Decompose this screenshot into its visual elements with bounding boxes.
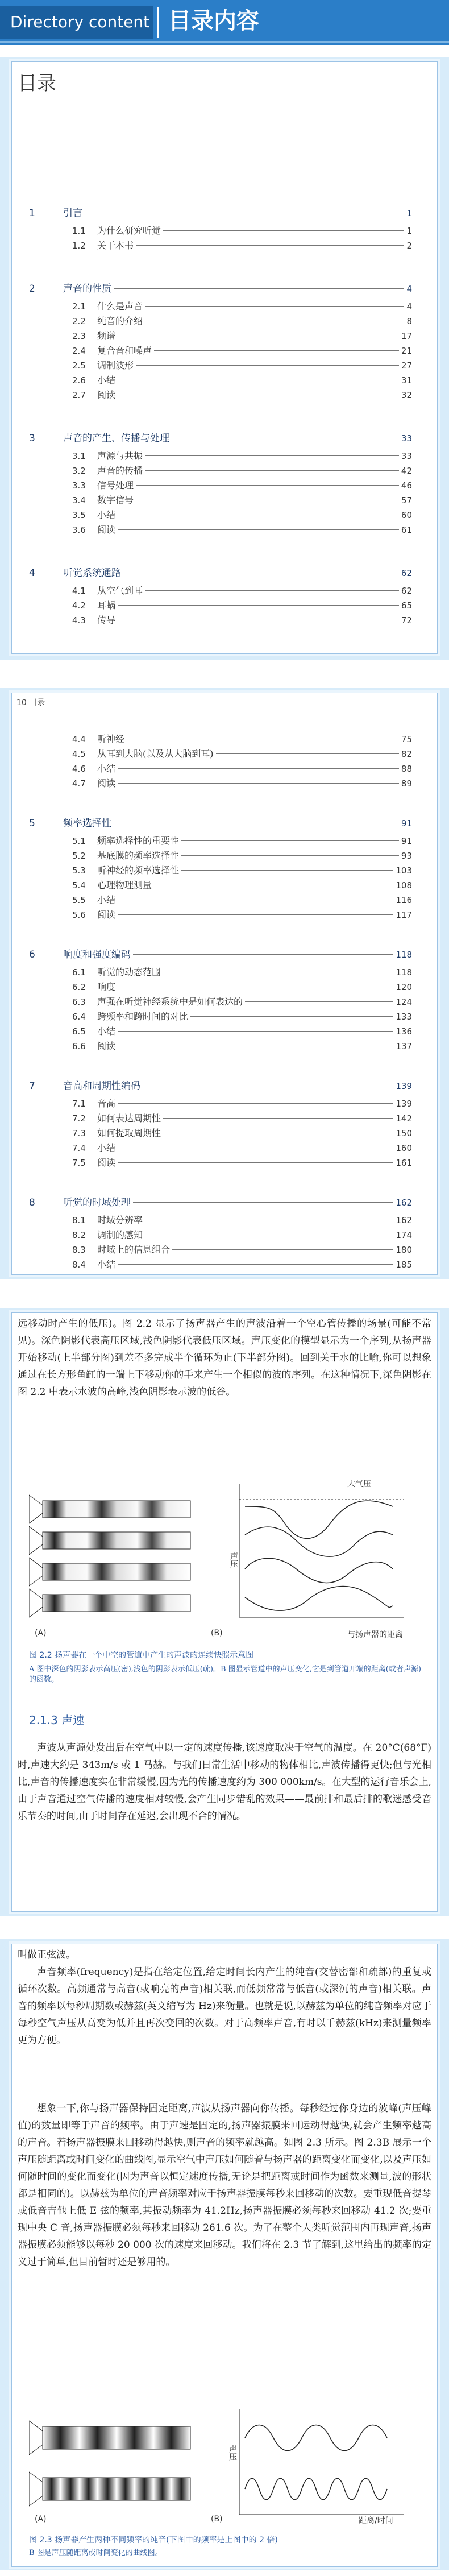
toc-section-number: 8.3 xyxy=(72,1245,86,1255)
toc-section-number: 3.6 xyxy=(72,525,86,535)
dot-leader xyxy=(216,753,399,754)
dot-leader xyxy=(118,1031,393,1032)
tube-diagram xyxy=(29,1495,190,1617)
toc-chapter-number: 4 xyxy=(29,568,35,579)
toc-section[interactable] xyxy=(72,315,412,328)
sine-curves xyxy=(239,2409,404,2515)
header-rule xyxy=(0,41,449,43)
toc-section[interactable] xyxy=(72,966,412,979)
paragraph: 想象一下,你与扬声器保持固定距离,声波从扬声器向你传播。每秒经过你身边的波峰(声压峰值)的数量即等于声音的频率。由于声速是固定的,扬声器振膜来回运动得越快,就会产生频率越高的声音。若扬声器振膜来回移动得越快,则声音的频率就越高。如图 2.3 所示。图 2.3B 展示一个声压随距离或时间变化的曲线图,显示空气中声压如何随着与扬声器的距离变化而变化,以及声压如何随时间的变化而变化(因为声音以恒定速度传播,无论是把距离或时间作为函数来测量,波的形状都是相同的)。以赫兹为单位的声音频率对应于扬声器振膜每秒来回移动的次数。要重现低音提琴或低音吉他上低 E 弦的频率,其振动频率为 41.2Hz,扬声器振膜必须每秒来回移动 41.2 次;要重现中央 C 音,扬声器振膜必须每秒来回移动 261.6 次。为了在整个人类听觉范围内再现声音,扬声器振膜必须能够以每秒 20 000 次的速度来回移动。我们将在 2.3 节了解到,这里给出的频率的定义过于简单,但目前暂时还是够用的。 xyxy=(18,2103,431,2268)
toc-section-number: 7.2 xyxy=(72,1113,86,1124)
toc-chapter-title: 引言 xyxy=(63,208,82,219)
y-axis-label: 声压 xyxy=(229,1552,238,1568)
toc-section-number: 3.1 xyxy=(72,451,86,461)
toc-section-title: 信号处理 xyxy=(97,480,134,491)
dot-leader xyxy=(172,1249,393,1250)
toc-section-title: 耳蜗 xyxy=(97,600,116,611)
toc-section-page: 65 xyxy=(401,600,412,611)
pressure-curves xyxy=(239,1484,404,1617)
toc-section-number: 4.4 xyxy=(72,734,86,744)
toc-section-title: 阅读 xyxy=(97,909,116,920)
toc-section[interactable] xyxy=(72,1040,412,1053)
toc-section-page: 46 xyxy=(401,481,412,491)
toc-section-number: 3.4 xyxy=(72,495,86,506)
toc-page-1 xyxy=(11,61,438,654)
toc-panel-1 xyxy=(0,57,449,660)
toc-section-page: 2 xyxy=(406,241,412,251)
toc-section-page: 174 xyxy=(396,1230,412,1240)
toc-section[interactable] xyxy=(72,1010,412,1023)
toc-section-number: 4.1 xyxy=(72,586,86,596)
figure-caption-note: B 图是声压随距离或时间变化的曲线图。 xyxy=(29,2549,163,2557)
toc-section-title: 阅读 xyxy=(97,390,116,400)
dot-leader xyxy=(145,590,399,591)
toc-chapter-page: 33 xyxy=(401,433,412,444)
header-separator xyxy=(157,7,159,38)
toc-section-page: 117 xyxy=(396,910,412,920)
toc-section-number: 6.6 xyxy=(72,1041,86,1051)
atmosphere-label: 大气压 xyxy=(347,1480,371,1489)
toc-section[interactable] xyxy=(72,909,412,921)
toc-section-title: 听觉的动态范围 xyxy=(97,967,161,978)
toc-section-page: 136 xyxy=(396,1026,412,1037)
toc-chapter-number: 8 xyxy=(29,1197,35,1208)
toc-section-page: 21 xyxy=(401,346,412,356)
toc-section-title: 时域分辨率 xyxy=(97,1215,143,1225)
toc-section-title: 频谱 xyxy=(97,330,116,341)
toc-section[interactable] xyxy=(72,733,412,746)
toc-chapter-title: 听觉系统通路 xyxy=(63,568,121,579)
toc-section-title: 如何表达周期性 xyxy=(97,1113,161,1124)
dot-leader xyxy=(118,605,399,606)
toc-section-number: 4.3 xyxy=(72,615,86,626)
dot-leader xyxy=(118,1103,393,1104)
toc-section-page: 108 xyxy=(396,880,412,891)
toc-section-title: 跨频率和跨时间的对比 xyxy=(97,1011,189,1022)
toc-section[interactable] xyxy=(72,763,412,775)
toc-section[interactable] xyxy=(72,374,412,387)
toc-section-page: 116 xyxy=(396,895,412,905)
toc-section-title: 听神经 xyxy=(97,734,125,744)
header-bar xyxy=(0,0,449,45)
toc-section-page: 17 xyxy=(401,331,412,341)
dot-leader xyxy=(118,783,399,784)
dot-leader xyxy=(145,455,399,456)
toc-section-page: 162 xyxy=(396,1215,412,1225)
toc-section-title: 阅读 xyxy=(97,1157,116,1168)
toc-section[interactable] xyxy=(72,1214,412,1227)
toc-section-title: 小结 xyxy=(97,894,116,905)
toc-chapter-title: 音高和周期性编码 xyxy=(63,1080,140,1092)
toc-section[interactable] xyxy=(72,1157,412,1169)
toc-section[interactable] xyxy=(72,345,412,357)
toc-section-number: 5.2 xyxy=(72,851,86,861)
toc-section-number: 6.3 xyxy=(72,997,86,1007)
toc-section-page: 4 xyxy=(406,301,412,312)
toc-chapter-number: 3 xyxy=(29,433,35,444)
toc-section[interactable] xyxy=(72,1244,412,1256)
toc-section-page: 180 xyxy=(396,1245,412,1255)
toc-section-title: 频率选择性的重要性 xyxy=(97,835,180,846)
toc-section-page: 118 xyxy=(396,967,412,978)
toc-section[interactable] xyxy=(72,1098,412,1110)
toc-section-title: 音高 xyxy=(97,1098,116,1109)
figure-label-a: (A) xyxy=(35,1629,47,1638)
dot-leader xyxy=(190,1016,393,1017)
toc-section[interactable] xyxy=(72,300,412,313)
page-folio: 10 目录 xyxy=(16,698,45,707)
toc-section-number: 7.1 xyxy=(72,1099,86,1109)
sample-page-2 xyxy=(11,1944,438,2567)
header-title: 目录内容 xyxy=(168,8,259,34)
header-section-label: Directory content xyxy=(0,6,153,39)
toc-section[interactable] xyxy=(72,389,412,401)
toc-section[interactable] xyxy=(72,494,412,507)
toc-section-title: 心理物理测量 xyxy=(97,880,152,891)
toc-section-page: 8 xyxy=(406,316,412,326)
paragraph: 声音频率(frequency)是指在给定位置,给定时间长内产生的纯音(交替密部和疏部)的重复或循环次数。高频通常与高音(或响亮的声音)相关联,而低频常常与低音(或深沉的声音)相关联。声音的频率以每秒周期数或赫兹(英文缩写为 Hz)来衡量。也就是说,以赫兹为单位的纯音频率对应于每秒空气声压从高变为低并且再次变回的次数。对于高频率声音,有时以千赫兹(kHz)来测量频率更为方便。 xyxy=(18,1966,431,2046)
toc-section-number: 5.3 xyxy=(72,865,86,876)
toc-section[interactable] xyxy=(72,599,412,612)
toc-chapter-title: 响度和强度编码 xyxy=(63,949,131,960)
dot-leader xyxy=(181,840,399,841)
toc-section-page: 31 xyxy=(401,375,412,386)
x-axis-label: 与扬声器的距离 xyxy=(347,1630,403,1639)
toc-section-title: 阅读 xyxy=(97,524,116,535)
toc-section[interactable] xyxy=(72,879,412,892)
toc-chapter[interactable] xyxy=(29,283,412,295)
toc-section-page: 61 xyxy=(401,525,412,535)
toc-section-number: 8.4 xyxy=(72,1260,86,1270)
dot-leader xyxy=(133,954,393,955)
toc-section-page: 142 xyxy=(396,1113,412,1124)
toc-section-page: 139 xyxy=(396,1099,412,1109)
toc-section-page: 1 xyxy=(406,226,412,236)
toc-section-title: 如何提取周期性 xyxy=(97,1128,161,1138)
toc-section-title: 传导 xyxy=(97,615,116,626)
toc-section[interactable] xyxy=(72,524,412,536)
toc-section-number: 4.7 xyxy=(72,778,86,789)
toc-section-number: 3.2 xyxy=(72,466,86,476)
toc-chapter[interactable] xyxy=(29,817,412,830)
toc-section-number: 8.2 xyxy=(72,1230,86,1240)
dot-leader xyxy=(118,768,399,769)
toc-section-number: 6.5 xyxy=(72,1026,86,1037)
toc-section-title: 复合音和噪声 xyxy=(97,345,152,356)
toc-section-title: 时域上的信息组合 xyxy=(97,1244,171,1255)
toc-section-title: 声强在听觉神经系统中是如何表达的 xyxy=(97,996,243,1007)
toc-section-page: 75 xyxy=(401,734,412,744)
dot-leader xyxy=(245,1001,393,1002)
figure-caption-note: A 图中深色的阴影表示高压(密),浅色的阴影表示低压(疏)。B 图显示管道中的声压变化,它是到管道开端的距离(或者声源)的函数。 xyxy=(29,1665,421,1684)
toc-chapter[interactable] xyxy=(29,1196,412,1209)
sample-page-1 xyxy=(11,1312,438,1912)
dot-leader xyxy=(136,365,399,366)
toc-section-page: 72 xyxy=(401,615,412,626)
toc-section-title: 从耳到大脑(以及从大脑到耳) xyxy=(97,748,214,759)
paragraph: 声波从声源处发出后在空气中以一定的速度传播,该速度取决于空气的温度。在 20°C(68°F)时,声速大约是 343m/s 或 1 马赫。与我们日常生活中移动的物体相比,声波传播得更快;但与光相比,声音的传播速度实在非常缓慢,因为光的传播速度约为 300 000km/s。在大型的运行音乐会上,由于声音通过空气传播的速度相对较慢,会产生同步错乱的效果——最前排和最后排的歌迷感受音乐节奏的时间,由于时间存在延迟,会出现不合的情况。 xyxy=(18,1742,431,1822)
paragraph: 远移动时产生的低压)。图 2.2 显示了扬声器产生的声波沿着一个空心管传播的场景(可能不常见)。深色阴影代表高压区域,浅色阴影代表低压区域。声压变化的模型显示为一个序列,从扬声器开始移动(上半部分图)到差不多完成半个循环为止(下半部分图)。回到关于水的比喻,你可以想象通过在长方形鱼缸的一端上下移动你的手来产生一个相似的波的序列。在这种情况下,深色阴影在图 2.2 中表示水波的高峰,浅色阴影表示波的低谷。 xyxy=(18,1318,431,1398)
toc-chapter-number: 2 xyxy=(29,283,35,295)
toc-section[interactable] xyxy=(72,748,412,760)
toc-section-page: 62 xyxy=(401,586,412,596)
toc-section[interactable] xyxy=(72,509,412,521)
dot-leader xyxy=(145,306,404,307)
toc-section[interactable] xyxy=(72,996,412,1008)
figure-label-b: (B) xyxy=(211,1629,223,1638)
toc-section[interactable] xyxy=(72,894,412,906)
toc-chapter-page: 91 xyxy=(401,818,412,829)
dot-leader xyxy=(154,350,399,351)
toc-page-2 xyxy=(11,693,438,1275)
dot-leader xyxy=(163,230,404,231)
toc-section-number: 2.3 xyxy=(72,331,86,341)
toc-chapter[interactable] xyxy=(29,949,412,961)
toc-chapter-title: 听觉的时域处理 xyxy=(63,1197,131,1208)
toc-chapter-page: 4 xyxy=(406,284,412,294)
figure-caption: 图 2.3 扬声器产生两种不同频率的纯音(下图中的频率是上图中的 2 倍) xyxy=(29,2536,278,2545)
toc-section-title: 阅读 xyxy=(97,778,116,789)
toc-section-title: 小结 xyxy=(97,763,116,774)
toc-section-title: 数字信号 xyxy=(97,495,134,506)
toc-section-page: 161 xyxy=(396,1158,412,1168)
toc-chapter-page: 118 xyxy=(396,950,412,960)
toc-chapter[interactable] xyxy=(29,207,412,220)
toc-section[interactable] xyxy=(72,450,412,462)
toc-section-number: 7.4 xyxy=(72,1143,86,1153)
toc-section-title: 小结 xyxy=(97,510,116,520)
toc-section[interactable] xyxy=(72,777,412,790)
toc-section[interactable] xyxy=(72,585,412,597)
toc-section-title: 调制波形 xyxy=(97,360,134,371)
toc-section[interactable] xyxy=(72,835,412,847)
toc-section-number: 2.1 xyxy=(72,301,86,312)
toc-section-page: 33 xyxy=(401,451,412,461)
toc-section[interactable] xyxy=(72,1112,412,1125)
figure-2-3 xyxy=(29,2409,421,2523)
toc-section-number: 2.2 xyxy=(72,316,86,326)
toc-section[interactable] xyxy=(72,1229,412,1241)
dot-leader xyxy=(181,870,393,871)
toc-section[interactable] xyxy=(72,239,412,252)
toc-section-title: 听神经的频率选择性 xyxy=(97,865,180,876)
toc-section-number: 5.4 xyxy=(72,880,86,891)
toc-section-number: 4.6 xyxy=(72,764,86,774)
toc-section-number: 6.4 xyxy=(72,1012,86,1022)
toc-section-page: 160 xyxy=(396,1143,412,1153)
toc-section[interactable] xyxy=(72,850,412,862)
toc-section-number: 6.1 xyxy=(72,967,86,978)
y-axis-label: 声压 xyxy=(228,2445,237,2461)
dot-leader xyxy=(118,914,393,915)
toc-chapter-title: 声音的产生、传播与处理 xyxy=(63,433,169,444)
toc-section-title: 声源与共振 xyxy=(97,450,143,461)
toc-chapter-title: 频率选择性 xyxy=(63,818,111,829)
toc-section-number: 4.5 xyxy=(72,749,86,759)
toc-section[interactable] xyxy=(72,614,412,627)
dot-leader xyxy=(114,288,404,289)
toc-chapter-title: 声音的性质 xyxy=(63,283,111,295)
tube-diagram xyxy=(29,2421,190,2506)
toc-chapter-number: 1 xyxy=(29,208,35,219)
toc-chapter[interactable] xyxy=(29,567,412,579)
toc-section-page: 89 xyxy=(401,778,412,789)
dot-leader xyxy=(118,1264,393,1265)
toc-section[interactable] xyxy=(72,864,412,877)
toc-section-number: 2.5 xyxy=(72,361,86,371)
toc-section-page: 82 xyxy=(401,749,412,759)
toc-section-page: 103 xyxy=(396,865,412,876)
toc-section-title: 小结 xyxy=(97,1259,116,1270)
paragraph: 叫做正弦波。 xyxy=(18,1949,76,1961)
toc-chapter[interactable] xyxy=(29,1080,412,1092)
toc-chapter-number: 6 xyxy=(29,949,35,960)
toc-section-page: 32 xyxy=(401,390,412,400)
toc-chapter-number: 7 xyxy=(29,1080,35,1092)
toc-section-number: 7.5 xyxy=(72,1158,86,1168)
figure-caption: 图 2.2 扬声器在一个中空的管道中产生的声波的连续快照示意图 xyxy=(29,1651,254,1660)
toc-section-number: 5.5 xyxy=(72,895,86,905)
toc-section[interactable] xyxy=(72,1025,412,1038)
dot-leader xyxy=(118,529,399,530)
toc-section[interactable] xyxy=(72,359,412,372)
toc-section-page: 133 xyxy=(396,1012,412,1022)
sample-panel-2 xyxy=(0,1939,449,2570)
toc-section[interactable] xyxy=(72,1127,412,1140)
toc-section[interactable] xyxy=(72,1142,412,1154)
toc-section-number: 2.6 xyxy=(72,375,86,386)
toc-section-page: 150 xyxy=(396,1128,412,1138)
toc-section-page: 93 xyxy=(401,851,412,861)
dot-leader xyxy=(181,855,399,856)
toc-section-page: 137 xyxy=(396,1041,412,1051)
toc-section-title: 声音的传播 xyxy=(97,465,143,476)
toc-section[interactable] xyxy=(72,981,412,993)
toc-section-page: 42 xyxy=(401,466,412,476)
toc-section-page: 120 xyxy=(396,982,412,992)
toc-section-page: 60 xyxy=(401,510,412,520)
toc-section-number: 3.5 xyxy=(72,510,86,520)
toc-section-number: 7.3 xyxy=(72,1128,86,1138)
toc-section-title: 小结 xyxy=(97,1142,116,1153)
toc-section-page: 91 xyxy=(401,836,412,846)
dot-leader xyxy=(118,1162,393,1163)
figure-label-a: (A) xyxy=(35,2515,47,2524)
toc-section-title: 阅读 xyxy=(97,1041,116,1051)
toc-section-number: 1.2 xyxy=(72,241,86,251)
toc-section[interactable] xyxy=(72,479,412,492)
toc-section-page: 185 xyxy=(396,1260,412,1270)
toc-section-number: 6.2 xyxy=(72,982,86,992)
toc-section-page: 27 xyxy=(401,361,412,371)
dot-leader xyxy=(133,1202,393,1203)
toc-section-title: 什么是声音 xyxy=(97,301,143,312)
dot-leader xyxy=(145,470,399,471)
toc-section-number: 2.4 xyxy=(72,346,86,356)
toc-section-number: 8.1 xyxy=(72,1215,86,1225)
toc-chapter-page: 62 xyxy=(401,568,412,578)
toc-section-title: 为什么研究听觉 xyxy=(97,225,161,236)
toc-section[interactable] xyxy=(72,1258,412,1271)
toc-chapter[interactable] xyxy=(29,432,412,445)
toc-panel-2 xyxy=(0,688,449,1279)
toc-chapter-page: 1 xyxy=(406,208,412,218)
toc-chapter-number: 5 xyxy=(29,818,35,829)
toc-section-number: 1.1 xyxy=(72,226,86,236)
toc-section-title: 调制的感知 xyxy=(97,1229,143,1240)
toc-section-title: 响度 xyxy=(97,981,116,992)
toc-section-title: 关于本书 xyxy=(97,240,134,251)
toc-section-number: 4.2 xyxy=(72,600,86,611)
toc-section-page: 124 xyxy=(396,997,412,1007)
toc-section[interactable] xyxy=(72,225,412,237)
toc-section-number: 2.7 xyxy=(72,390,86,400)
toc-chapter-page: 162 xyxy=(396,1198,412,1208)
toc-section[interactable] xyxy=(72,465,412,477)
toc-section-title: 小结 xyxy=(97,1026,116,1037)
toc-section-title: 从空气到耳 xyxy=(97,585,143,596)
toc-section-number: 3.3 xyxy=(72,481,86,491)
dot-leader xyxy=(136,245,404,246)
toc-section-title: 小结 xyxy=(97,375,116,386)
dot-leader xyxy=(136,485,399,486)
toc-section-title: 纯音的介绍 xyxy=(97,316,143,326)
toc-section-page: 57 xyxy=(401,495,412,506)
x-axis-label: 距离/时间 xyxy=(359,2516,393,2525)
sample-panel-1 xyxy=(0,1308,449,1916)
toc-section-number: 5.6 xyxy=(72,910,86,920)
toc-title: 目录 xyxy=(18,72,56,95)
section-heading: 2.1.3 声速 xyxy=(29,1713,85,1727)
toc-chapter-page: 139 xyxy=(396,1081,412,1091)
toc-section-number: 5.1 xyxy=(72,836,86,846)
figure-label-b: (B) xyxy=(211,2515,223,2524)
toc-section-page: 88 xyxy=(401,764,412,774)
figure-2-2 xyxy=(29,1484,421,1626)
toc-section[interactable] xyxy=(72,330,412,342)
dot-leader xyxy=(163,1118,393,1119)
toc-section-title: 基底膜的频率选择性 xyxy=(97,850,180,861)
